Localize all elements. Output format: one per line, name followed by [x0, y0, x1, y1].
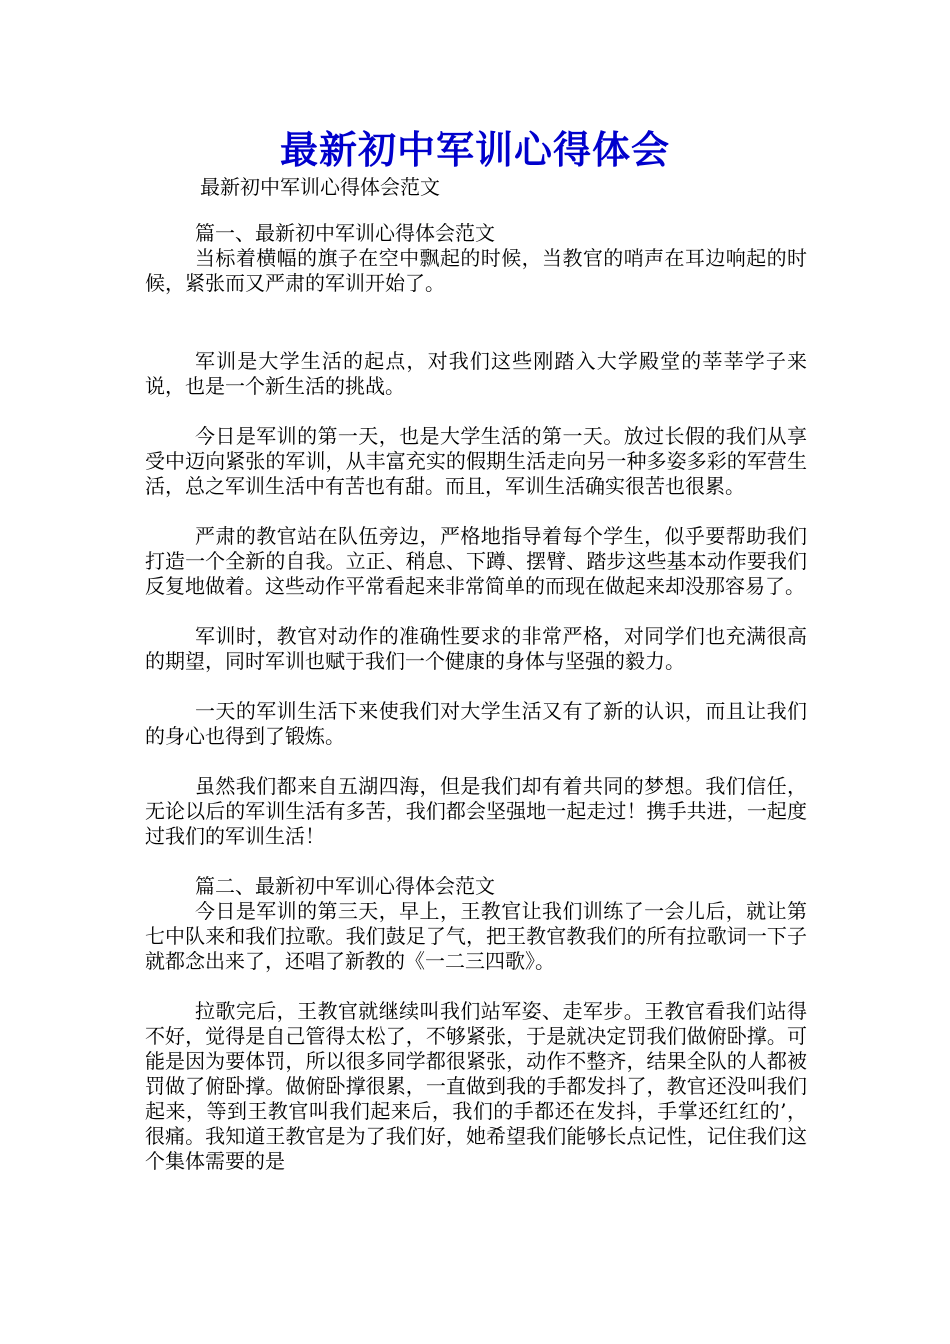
document-body [145, 221, 807, 1174]
document-title: 最新初中军训心得体会 [279, 128, 670, 172]
paragraph: 当标着横幅的旗子在空中飘起的时候，当教官的哨声在耳边响起的时候，紧张而又严肃的军训开始了。 [145, 246, 807, 295]
document-subtitle: 最新初中军训心得体会范文 [200, 175, 440, 199]
paragraph: 一天的军训生活下来使我们对大学生活又有了新的认识，而且让我们的身心也得到了锻炼。 [145, 699, 807, 748]
paragraph: 严肃的教官站在队伍旁边，严格地指导着每个学生，似乎要帮助我们打造一个全新的自我。立正、稍息、下蹲、摆臂、踏步这些基本动作要我们反复地做着。这些动作平常看起来非常简单的而现在做起来却没那容易了。 [145, 524, 807, 598]
paragraph: 拉歌完后，王教官就继续叫我们站军姿、走军步。王教官看我们站得不好，觉得是自己管得太松了，不够紧张，于是就决定罚我们做俯卧撑。可能是因为要体罚，所以很多同学都很紧张，动作不整齐，结果全队的人都被罚做了俯卧撑。做俯卧撑很累，一直做到我的手都发抖了，教官还没叫我们起来，等到王教官叫我们起来后，我们的手都还在发抖，手掌还红红的’，很痛。我知道王教官是为了我们好，她希望我们能够长点记性，记住我们这个集体需要的是 [145, 999, 807, 1173]
paragraph: 今日是军训的第一天，也是大学生活的第一天。放过长假的我们从享受中迈向紧张的军训，从丰富充实的假期生活走向另一种多姿多彩的军营生活，总之军训生活中有苦也有甜。而且，军训生活确实很苦也很累。 [145, 424, 807, 498]
paragraph: 军训是大学生活的起点，对我们这些刚踏入大学殿堂的莘莘学子来说，也是一个新生活的挑战。 [145, 349, 807, 398]
section-heading: 篇二、最新初中军训心得体会范文 [195, 874, 495, 898]
paragraph: 军训时，教官对动作的准确性要求的非常严格，对同学们也充满很高的期望，同时军训也赋于我们一个健康的身体与坚强的毅力。 [145, 624, 807, 673]
paragraph: 虽然我们都来自五湖四海，但是我们却有着共同的梦想。我们信任，无论以后的军训生活有多苦，我们都会坚强地一起走过！携手共进，一起度过我们的军训生活！ [145, 774, 807, 848]
section-heading: 篇一、最新初中军训心得体会范文 [195, 221, 495, 245]
paragraph: 今日是军训的第三天，早上，王教官让我们训练了一会儿后，就让第七中队来和我们拉歌。我们鼓足了气，把王教官教我们的所有拉歌词一下子就都念出来了，还唱了新教的《一二三四歌》。 [145, 899, 807, 973]
